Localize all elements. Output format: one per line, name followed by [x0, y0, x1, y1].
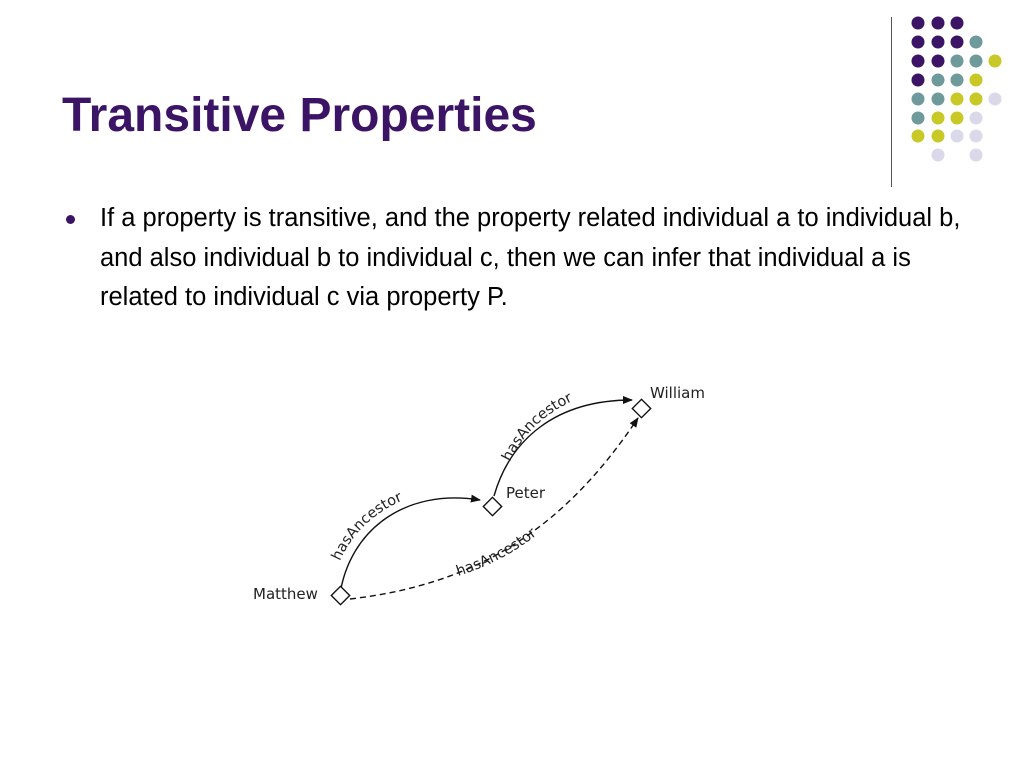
- dot-row-2: [912, 36, 983, 49]
- node-william-marker: [632, 399, 650, 417]
- edge-label-matthew-william: hasAncestor: [454, 525, 540, 580]
- title-divider: [891, 17, 892, 187]
- bullet-dot-icon: [66, 215, 75, 224]
- dot-row-4: [912, 74, 983, 87]
- dot-row-8: [932, 149, 983, 162]
- node-peter-marker: [483, 497, 501, 515]
- bullet-list: [62, 199, 962, 318]
- dot-row-1: [912, 17, 964, 30]
- transitive-diagram: [240, 370, 740, 620]
- node-label-william: William: [650, 384, 705, 402]
- edge-matthew-to-peter: [340, 498, 480, 594]
- bullet-item: [62, 199, 962, 318]
- node-matthew-marker: [331, 586, 349, 604]
- dot-row-6: [912, 112, 983, 125]
- bullet-text: If a property is transitive, and the property related individual a to individual b, and also individual b to individual c, then we can infer that individual a is related to individual c via property P.: [100, 204, 961, 311]
- node-label-matthew: Matthew: [253, 585, 318, 603]
- edge-label-peter-william: hasAncestor: [499, 390, 575, 464]
- dot-row-7: [912, 130, 983, 143]
- node-label-peter: Peter: [506, 484, 546, 502]
- dot-row-5: [912, 93, 1002, 106]
- edge-label-matthew-peter: hasAncestor: [328, 489, 405, 564]
- dot-row-3: [912, 55, 1002, 68]
- slide-title: Transitive Properties: [62, 89, 537, 142]
